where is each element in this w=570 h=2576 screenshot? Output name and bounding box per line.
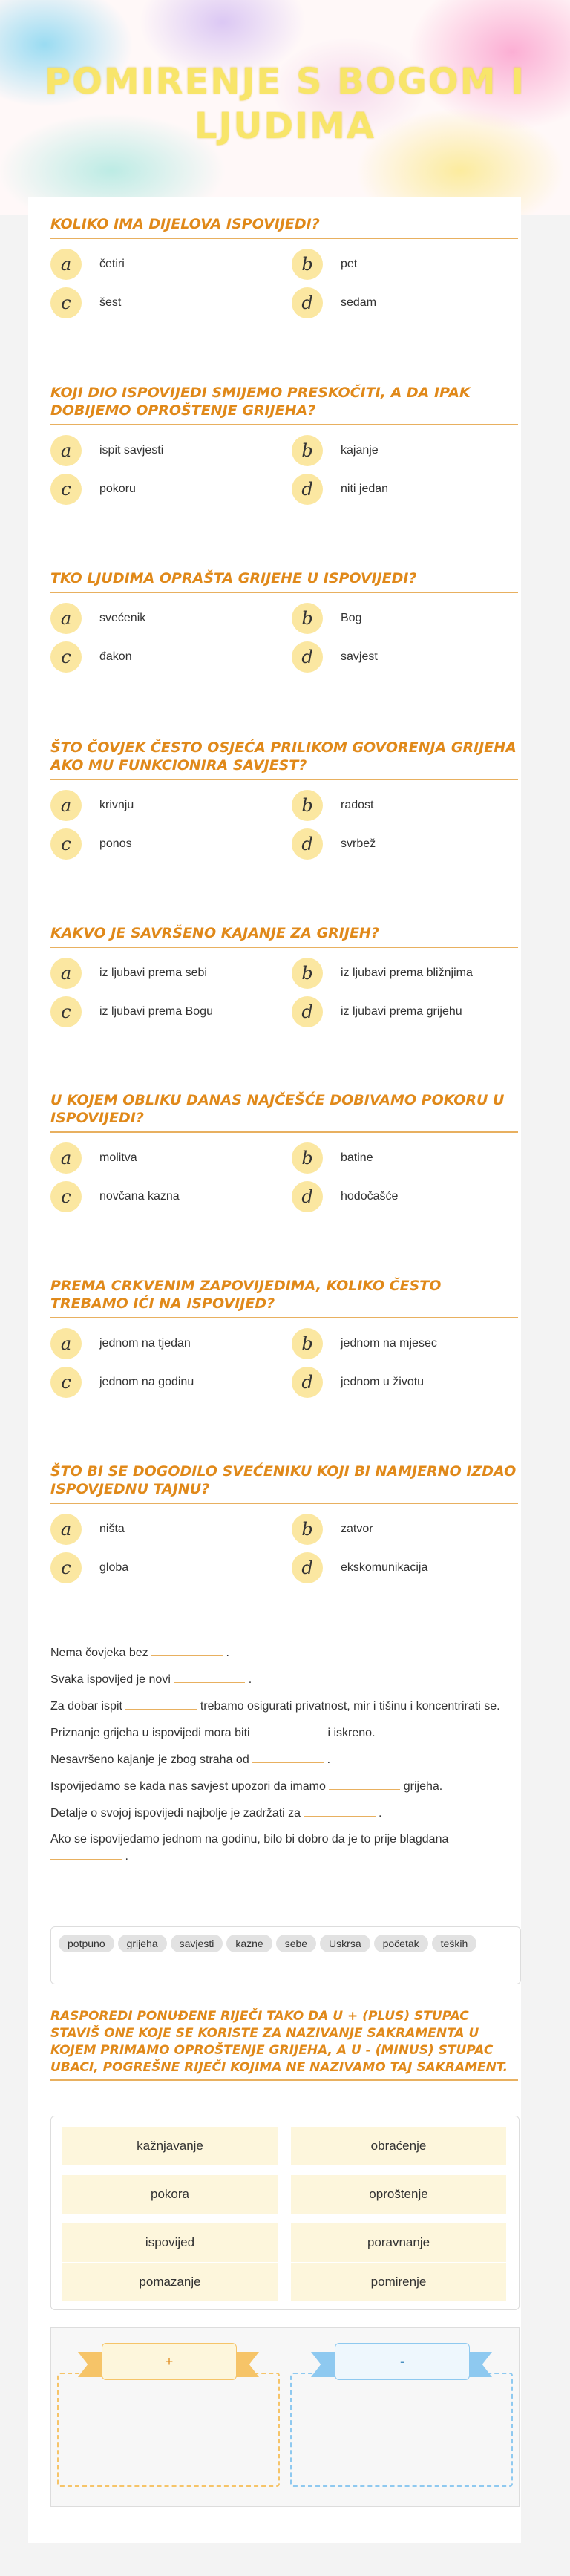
option-text: iz ljubavi prema Bogu: [99, 1005, 213, 1018]
sentence-text: .: [327, 1753, 331, 1766]
sentence-3: [50, 1698, 518, 1715]
sentence-text: .: [378, 1807, 382, 1820]
sentence-7: [50, 1805, 518, 1822]
option-letter: d: [292, 996, 323, 1027]
question-4: [50, 739, 518, 866]
blank-input[interactable]: [125, 1698, 197, 1710]
option-text: svrbež: [341, 837, 376, 850]
word-chip[interactable]: kazne: [226, 1935, 272, 1952]
sentence-2: [50, 1671, 518, 1688]
option-letter: c: [50, 1367, 82, 1398]
option-text: savjest: [341, 650, 378, 663]
option-letter: a: [50, 1142, 82, 1174]
sentence-text: Nesavršeno kajanje je zbog straha od: [50, 1753, 249, 1766]
page-title: POMIRENJE S BOGOM I LJUDIMA: [44, 61, 526, 147]
option-letter: b: [292, 958, 323, 989]
option-c[interactable]: [50, 1552, 273, 1584]
sort-tile[interactable]: obraćenje: [291, 2127, 506, 2165]
option-a[interactable]: [50, 602, 273, 635]
sort-buckets: [50, 2327, 520, 2507]
option-d[interactable]: [292, 828, 514, 860]
option-c[interactable]: [50, 473, 273, 506]
option-text: kajanje: [341, 444, 379, 457]
sentence-5: [50, 1751, 518, 1768]
blank-input[interactable]: [50, 1848, 122, 1860]
option-a[interactable]: [50, 1513, 273, 1546]
option-d[interactable]: [292, 996, 514, 1028]
sort-tile[interactable]: pomirenje: [291, 2263, 506, 2301]
question-title: U KOJEM OBLIKU DANAS NAJČEŠĆE DOBIVAMO POKORU U ISPOVIJEDI?: [50, 1091, 518, 1133]
option-text: ekskomunikacija: [341, 1561, 428, 1574]
option-letter: d: [292, 1181, 323, 1212]
option-letter: c: [50, 287, 82, 318]
option-d[interactable]: [292, 473, 514, 506]
option-b[interactable]: [292, 1327, 514, 1360]
sentence-text: Ispovijedamo se kada nas savjest upozori da imamo: [50, 1780, 326, 1793]
option-letter: b: [292, 1514, 323, 1545]
sentence-text: .: [248, 1673, 252, 1686]
option-text: hodočašće: [341, 1190, 399, 1203]
option-text: pokoru: [99, 483, 136, 495]
option-c[interactable]: [50, 1366, 273, 1399]
blank-input[interactable]: [253, 1725, 324, 1736]
option-text: šest: [99, 296, 122, 309]
option-letter: d: [292, 1552, 323, 1583]
sentence-text: trebamo osigurati privatnost, mir i tišinu i koncentrirati se.: [200, 1700, 500, 1713]
worksheet-card: [28, 197, 521, 2543]
option-letter: d: [292, 474, 323, 505]
option-c[interactable]: [50, 641, 273, 673]
option-d[interactable]: [292, 1552, 514, 1584]
option-letter: c: [50, 641, 82, 673]
option-letter: a: [50, 958, 82, 989]
plus-label: +: [102, 2343, 237, 2380]
sentence-text: i iskreno.: [327, 1727, 376, 1739]
word-chip[interactable]: potpuno: [59, 1935, 114, 1952]
option-letter: c: [50, 828, 82, 860]
option-text: pet: [341, 258, 358, 270]
option-text: krivnju: [99, 799, 134, 811]
word-chip[interactable]: početak: [374, 1935, 428, 1952]
question-8: [50, 1462, 518, 1590]
option-text: Bog: [341, 612, 362, 624]
option-letter: b: [292, 435, 323, 466]
sentence-1: [50, 1644, 518, 1661]
blank-input[interactable]: [174, 1671, 245, 1683]
blank-input[interactable]: [304, 1805, 376, 1817]
option-c[interactable]: [50, 828, 273, 860]
option-text: niti jedan: [341, 483, 389, 495]
question-title: KOJI DIO ISPOVIJEDI SMIJEMO PRESKOČITI, A DA IPAK DOBIJEMO OPROŠTENJE GRIJEHA?: [50, 384, 518, 425]
option-b[interactable]: [292, 1513, 514, 1546]
sentence-4: [50, 1725, 518, 1742]
option-b[interactable]: [292, 602, 514, 635]
option-a[interactable]: [50, 957, 273, 990]
sentence-text: Detalje o svojoj ispovijedi najbolje je zadržati za: [50, 1807, 301, 1820]
option-text: batine: [341, 1151, 373, 1164]
word-chip[interactable]: grijeha: [118, 1935, 167, 1952]
question-title: TKO LJUDIMA OPRAŠTA GRIJEHE U ISPOVIJEDI?: [50, 569, 518, 593]
option-letter: b: [292, 1328, 323, 1359]
option-letter: a: [50, 249, 82, 280]
option-b[interactable]: [292, 434, 514, 467]
plus-bucket[interactable]: [57, 2343, 280, 2491]
option-text: jednom na godinu: [99, 1376, 194, 1388]
blank-input[interactable]: [329, 1778, 400, 1790]
sentence-6: [50, 1778, 518, 1795]
sort-task-title: RASPOREDI PONUĐENE RIJEČI TAKO DA U + (PLUS) STUPAC STAVIŠ ONE KOJE SE KORISTE ZA NAZIVANJE SAKRAMENTA U KOJEM PRIMAMO OPROŠTENJE GRIJEHA, A U - (MINUS) STUPAC UBACI, POGREŠNE RIJEČI KOJIMA NE NAZIVAMO TAJ SAKRAMENT.: [50, 2008, 518, 2081]
option-letter: a: [50, 1514, 82, 1545]
option-letter: c: [50, 996, 82, 1027]
option-letter: d: [292, 641, 323, 673]
sentence-8: [50, 1831, 518, 1865]
option-text: sedam: [341, 296, 377, 309]
option-b[interactable]: [292, 957, 514, 990]
option-a[interactable]: [50, 1142, 273, 1174]
option-letter: a: [50, 435, 82, 466]
option-letter: c: [50, 1181, 82, 1212]
option-a[interactable]: [50, 789, 273, 822]
question-title: PREMA CRKVENIM ZAPOVIJEDIMA, KOLIKO ČESTO TREBAMO IĆI NA ISPOVIJED?: [50, 1277, 518, 1318]
option-text: četiri: [99, 258, 125, 270]
option-text: jednom na tjedan: [99, 1337, 191, 1350]
option-text: iz ljubavi prema bližnjima: [341, 967, 473, 979]
sentence-text: .: [125, 1850, 128, 1863]
option-text: jednom u životu: [341, 1376, 425, 1388]
question-title: ŠTO ČOVJEK ČESTO OSJEĆA PRILIKOM GOVORENJA GRIJEHA AKO MU FUNKCIONIRA SAVJEST?: [50, 739, 518, 780]
question-5: [50, 924, 518, 1034]
option-b[interactable]: [292, 789, 514, 822]
option-text: svećenik: [99, 612, 146, 624]
sort-tile[interactable]: ispovijed: [62, 2223, 278, 2262]
minus-bucket[interactable]: [290, 2343, 513, 2491]
option-a[interactable]: [50, 248, 273, 281]
option-d[interactable]: [292, 287, 514, 319]
header-banner: [0, 0, 570, 215]
blank-input[interactable]: [252, 1751, 324, 1763]
question-2: [50, 384, 518, 511]
minus-label: -: [335, 2343, 470, 2380]
question-title: ŠTO BI SE DOGODILO SVEĆENIKU KOJI BI NAMJERNO IZDAO ISPOVJEDNU TAJNU?: [50, 1462, 518, 1504]
option-d[interactable]: [292, 1366, 514, 1399]
option-d[interactable]: [292, 1180, 514, 1213]
option-b[interactable]: [292, 1142, 514, 1174]
option-letter: d: [292, 287, 323, 318]
blank-input[interactable]: [151, 1644, 223, 1656]
option-text: ponos: [99, 837, 132, 850]
sentence-text: Priznanje grijeha u ispovijedi mora biti: [50, 1727, 250, 1739]
option-c[interactable]: [50, 1180, 273, 1213]
option-letter: b: [292, 603, 323, 634]
option-text: zatvor: [341, 1523, 373, 1535]
option-text: jednom na mjesec: [341, 1337, 437, 1350]
option-a[interactable]: [50, 1327, 273, 1360]
option-a[interactable]: [50, 434, 273, 467]
option-letter: a: [50, 603, 82, 634]
sort-tile[interactable]: kažnjavanje: [62, 2127, 278, 2165]
question-title: KAKVO JE SAVRŠENO KAJANJE ZA GRIJEH?: [50, 924, 518, 948]
word-chip[interactable]: sebe: [276, 1935, 316, 1952]
sentence-text: .: [226, 1647, 229, 1659]
option-text: iz ljubavi prema grijehu: [341, 1005, 462, 1018]
word-chip[interactable]: teških: [432, 1935, 477, 1952]
option-text: đakon: [99, 650, 132, 663]
sort-tile[interactable]: pomazanje: [62, 2263, 278, 2301]
option-text: ništa: [99, 1523, 125, 1535]
option-letter: d: [292, 1367, 323, 1398]
sentence-text: Za dobar ispit: [50, 1700, 122, 1713]
question-1: [50, 215, 518, 325]
question-7: [50, 1277, 518, 1405]
option-letter: b: [292, 790, 323, 821]
sentence-text: Ako se ispovijedamo jednom na godinu, bilo bi dobro da je to prije blagdana: [50, 1833, 449, 1846]
sort-tile[interactable]: pokora: [62, 2175, 278, 2214]
plus-drop-zone[interactable]: [57, 2373, 280, 2487]
option-letter: d: [292, 828, 323, 860]
option-letter: a: [50, 790, 82, 821]
sentence-text: Nema čovjeka bez: [50, 1647, 148, 1659]
sentence-text: Svaka ispovijed je novi: [50, 1673, 171, 1686]
option-letter: c: [50, 1552, 82, 1583]
option-letter: b: [292, 1142, 323, 1174]
option-text: novčana kazna: [99, 1190, 180, 1203]
question-6: [50, 1091, 518, 1219]
question-3: [50, 569, 518, 679]
question-title: KOLIKO IMA DIJELOVA ISPOVIJEDI?: [50, 215, 518, 239]
option-text: ispit savjesti: [99, 444, 164, 457]
sentence-text: grijeha.: [403, 1780, 443, 1793]
option-text: radost: [341, 799, 374, 811]
word-chip[interactable]: Uskrsa: [320, 1935, 370, 1952]
word-chip[interactable]: savjesti: [171, 1935, 223, 1952]
option-text: globa: [99, 1561, 129, 1574]
sort-items: [50, 2116, 520, 2310]
option-c[interactable]: [50, 287, 273, 319]
option-c[interactable]: [50, 996, 273, 1028]
word-bank: [50, 1926, 521, 1984]
option-b[interactable]: [292, 248, 514, 281]
option-letter: a: [50, 1328, 82, 1359]
option-letter: c: [50, 474, 82, 505]
option-text: iz ljubavi prema sebi: [99, 967, 207, 979]
minus-drop-zone[interactable]: [290, 2373, 513, 2487]
option-text: molitva: [99, 1151, 137, 1164]
sort-tile[interactable]: oproštenje: [291, 2175, 506, 2214]
sort-tile[interactable]: poravnanje: [291, 2223, 506, 2262]
fill-in-blanks: [50, 1644, 518, 1874]
option-letter: b: [292, 249, 323, 280]
option-d[interactable]: [292, 641, 514, 673]
